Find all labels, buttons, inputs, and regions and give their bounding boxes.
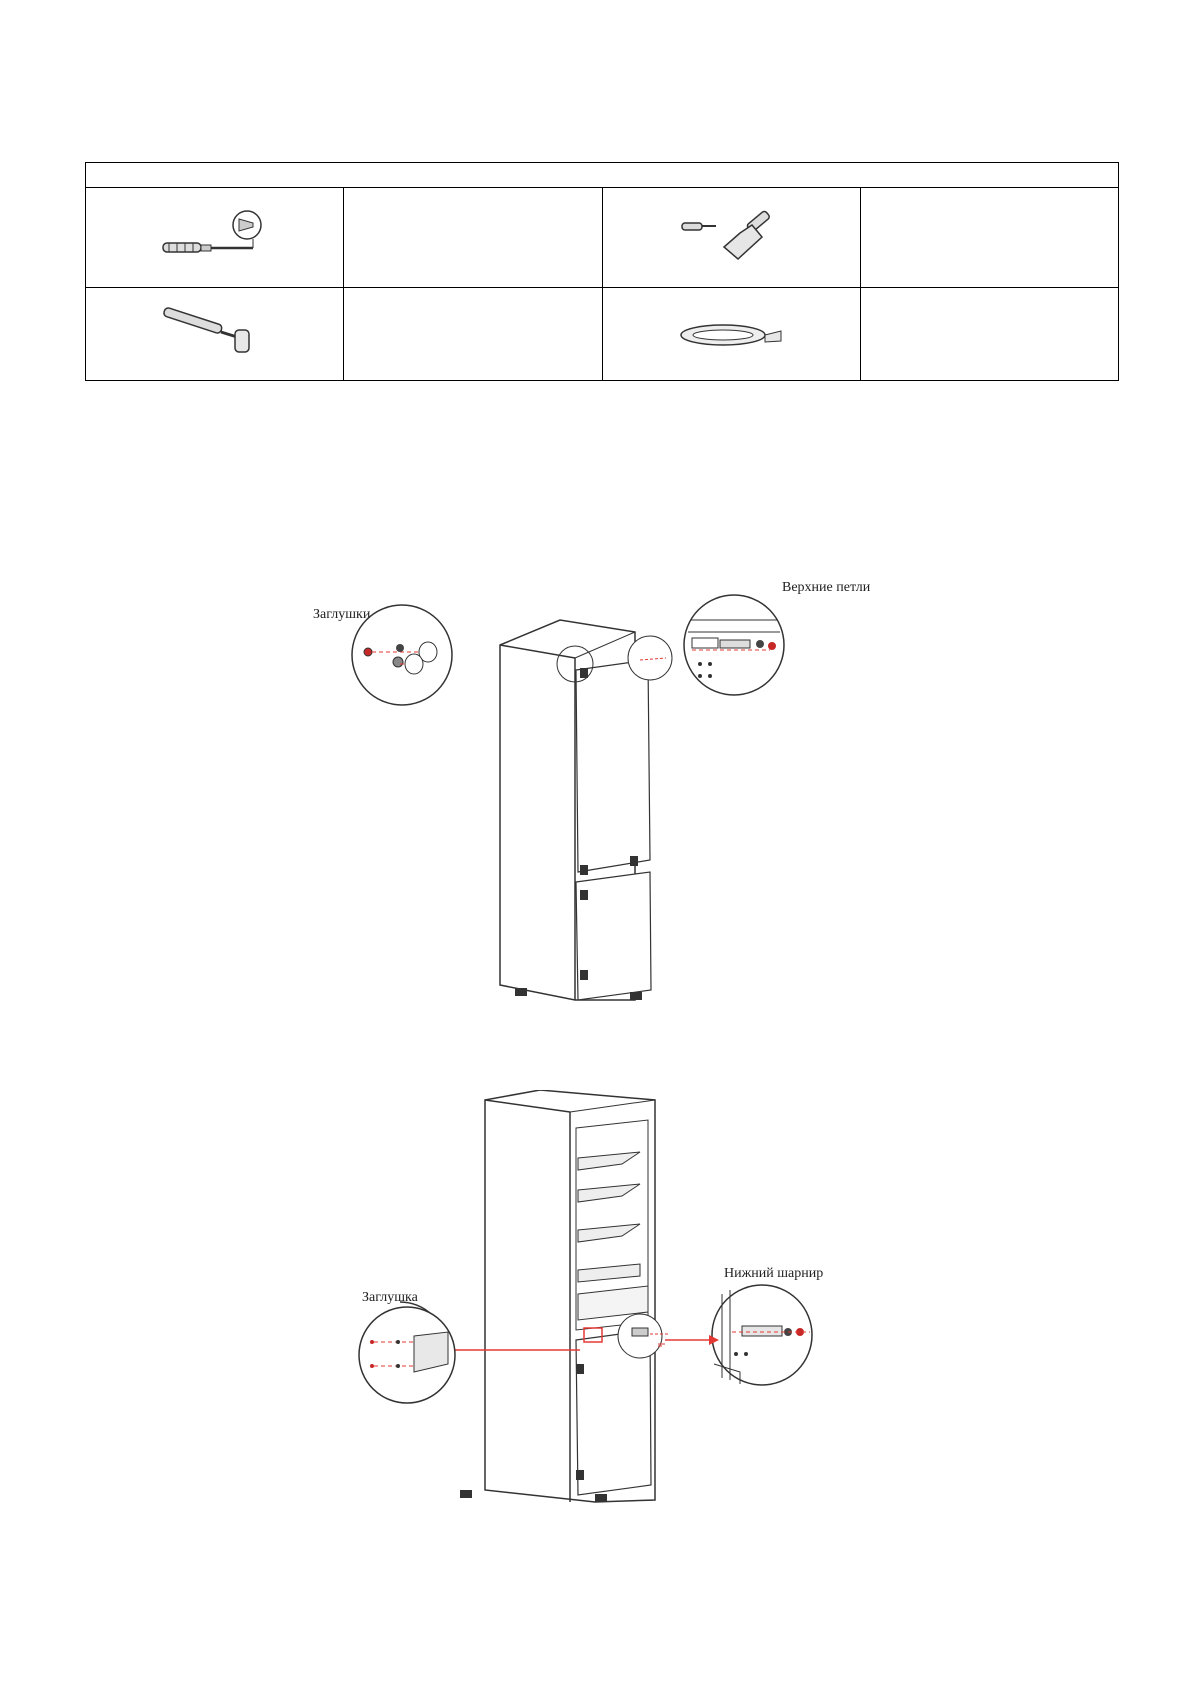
- tool-desc-screwdriver: [344, 188, 602, 288]
- arrow-to-bottom-hinge: [665, 1334, 725, 1346]
- label-top-hinges: Верхние петли: [782, 580, 871, 595]
- tape-roll-icon: [671, 309, 791, 359]
- plug-detail: [352, 1300, 462, 1410]
- tool-cell-tape: [602, 288, 860, 381]
- tool-desc-mallet: [344, 288, 602, 381]
- tools-table: [85, 162, 1119, 381]
- tool-cell-screwdriver: [86, 188, 344, 288]
- tool-cell-mallet: [86, 288, 344, 381]
- putty-knife-icon: [676, 203, 786, 273]
- tool-desc-putty-knife: [860, 188, 1118, 288]
- tools-table-header: [86, 163, 1119, 188]
- screwdriver-icon: [155, 203, 275, 273]
- tool-desc-tape: [860, 288, 1118, 381]
- label-bottom-hinge: Нижний шарнир: [724, 1266, 824, 1281]
- mallet-icon: [155, 304, 275, 364]
- label-plug: Заглушка: [362, 1290, 418, 1305]
- label-plugs: Заглушки: [313, 607, 371, 622]
- figure-door-removal: [330, 560, 890, 1020]
- tool-cell-putty-knife: [602, 188, 860, 288]
